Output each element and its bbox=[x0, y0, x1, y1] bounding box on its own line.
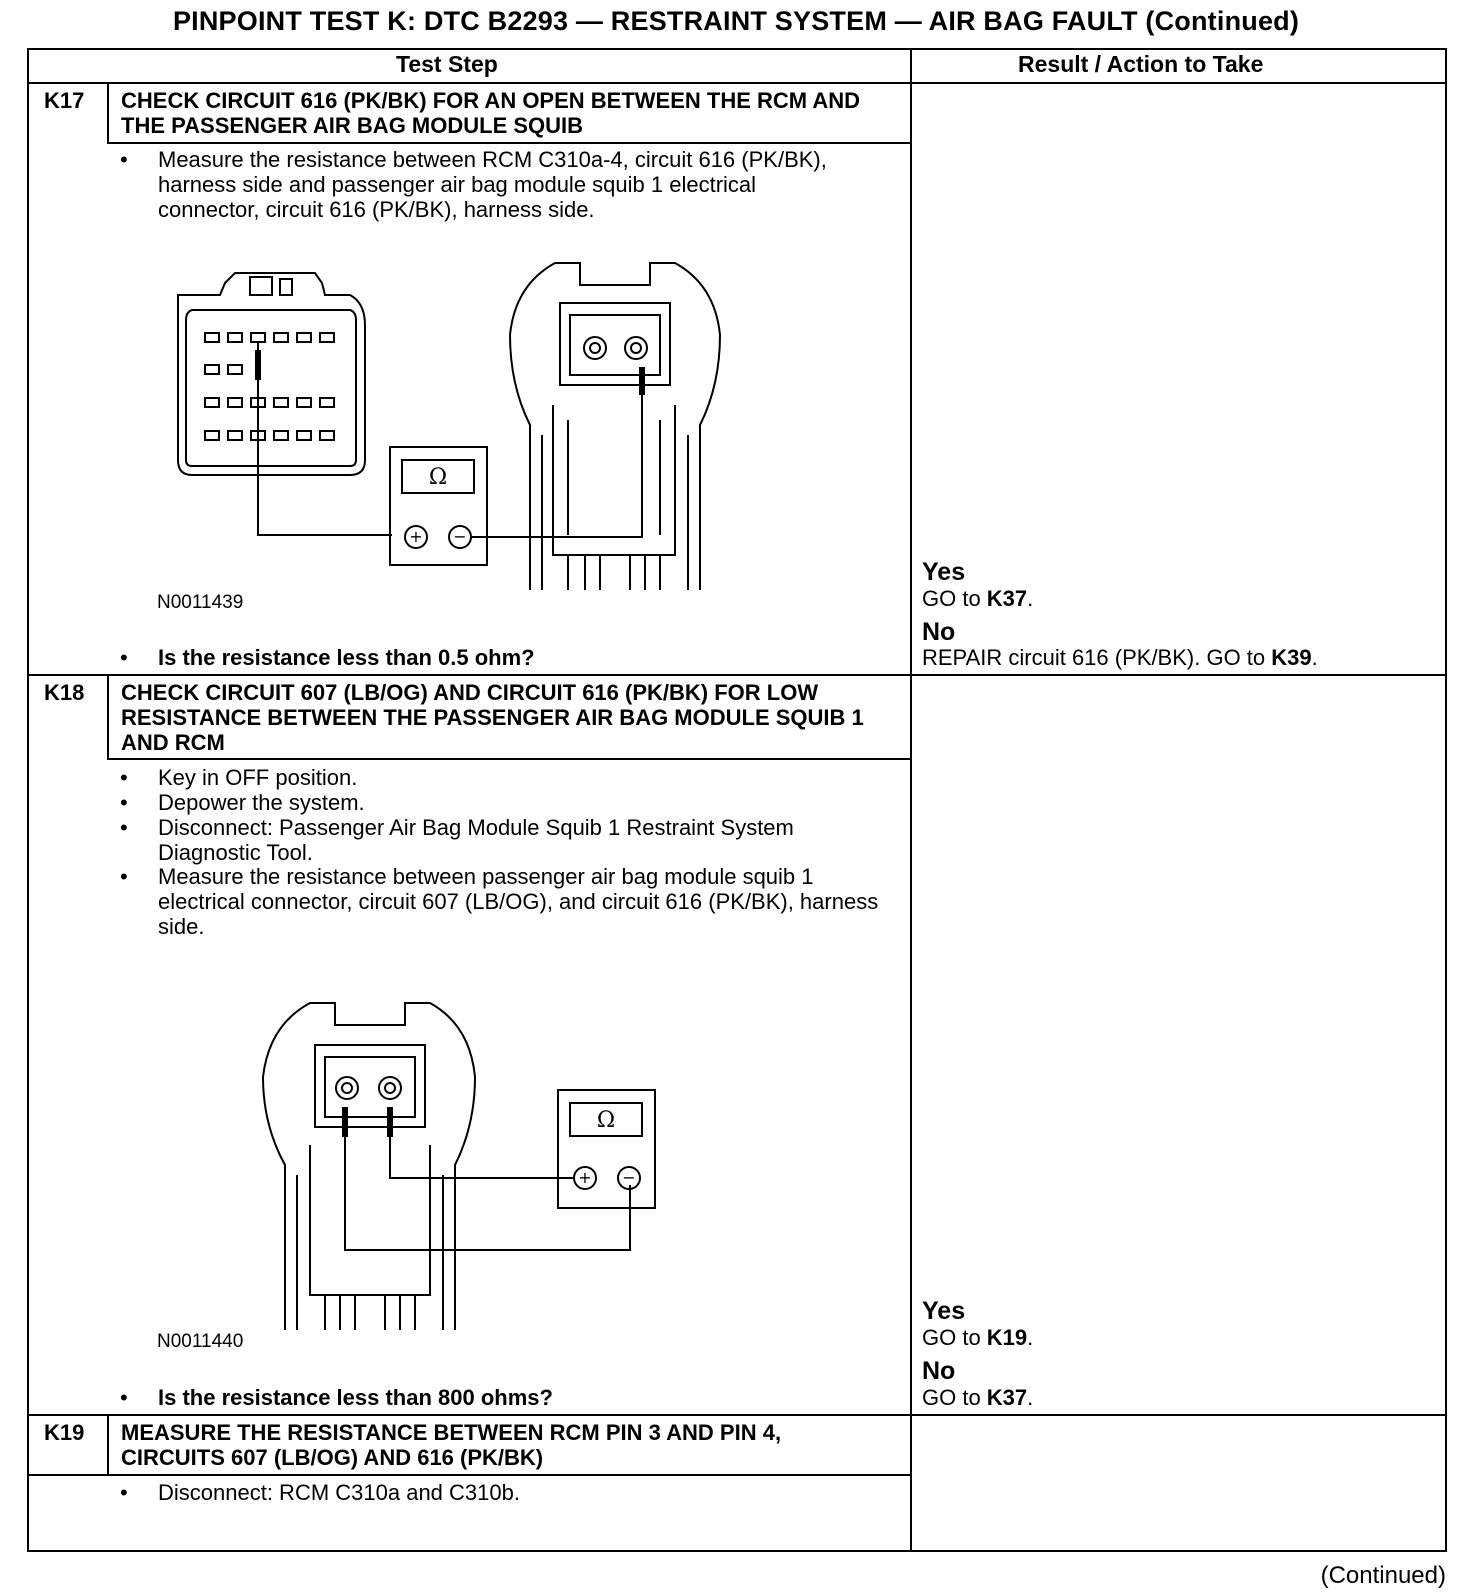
connector-diagram-k18 bbox=[255, 995, 675, 1335]
result-yes-action: GO to K37. bbox=[922, 586, 1034, 611]
step-title-rule bbox=[107, 758, 911, 760]
result-no-label: No bbox=[922, 1357, 956, 1385]
result-no-label: No bbox=[922, 618, 956, 646]
result-no-action: GO to K37. bbox=[922, 1385, 1034, 1410]
column-header-test-step: Test Step bbox=[396, 51, 498, 77]
connector-diagram-k17 bbox=[170, 255, 770, 615]
result-yes-label: Yes bbox=[922, 558, 966, 586]
step-question: Is the resistance less than 0.5 ohm? bbox=[158, 645, 535, 670]
step-id: K18 bbox=[44, 680, 85, 705]
step-instruction: Disconnect: Passenger Air Bag Module Squib 1 Restraint System Diagnostic Tool. bbox=[158, 815, 794, 865]
step-id: K17 bbox=[44, 88, 85, 113]
bullet-dot: • bbox=[120, 790, 128, 815]
continued-note: (Continued) bbox=[1320, 1562, 1446, 1589]
result-yes-action: GO to K19. bbox=[922, 1325, 1034, 1350]
step-title: CHECK CIRCUIT 607 (LB/OG) AND CIRCUIT 616 (PK/BK) FOR LOW RESISTANCE BETWEEN THE PASSENGER AIR BAG MODULE SQUIB 1 AND RCM bbox=[121, 680, 864, 755]
step-title-rule bbox=[27, 1474, 911, 1476]
step-instruction: Measure the resistance between RCM C310a-4, circuit 616 (PK/BK), harness side and passenger air bag module squib 1 electrical connector, circuit 616 (PK/BK), harness side. bbox=[158, 147, 827, 222]
page-title: PINPOINT TEST K: DTC B2293 — RESTRAINT SYSTEM — AIR BAG FAULT (Continued) bbox=[172, 6, 1300, 36]
step-title: CHECK CIRCUIT 616 (PK/BK) FOR AN OPEN BETWEEN THE RCM AND THE PASSENGER AIR BAG MODULE SQUIB bbox=[121, 88, 861, 138]
bullet-dot: • bbox=[120, 765, 128, 790]
step-separator bbox=[27, 1414, 1447, 1416]
step-id-divider bbox=[107, 82, 109, 144]
svg-text:+: + bbox=[578, 1168, 592, 1187]
bullet-dot: • bbox=[120, 645, 128, 670]
step-title-rule bbox=[107, 142, 911, 144]
svg-text:−: − bbox=[622, 1168, 636, 1187]
step-instruction: Key in OFF position. bbox=[158, 765, 358, 790]
bullet-dot: • bbox=[120, 864, 128, 889]
step-instruction: Disconnect: RCM C310a and C310b. bbox=[158, 1480, 520, 1505]
result-no-action: REPAIR circuit 616 (PK/BK). GO to K39. bbox=[922, 645, 1318, 670]
step-title: MEASURE THE RESISTANCE BETWEEN RCM PIN 3 AND PIN 4, CIRCUITS 607 (LB/OG) AND 616 (PK/BK) bbox=[121, 1420, 782, 1470]
step-id-divider bbox=[107, 674, 109, 760]
step-id: K19 bbox=[44, 1420, 85, 1445]
step-question: Is the resistance less than 800 ohms? bbox=[158, 1385, 553, 1410]
figure-id: N0011439 bbox=[157, 592, 244, 613]
figure-id: N0011440 bbox=[157, 1331, 244, 1352]
bullet-dot: • bbox=[120, 1480, 128, 1505]
header-rule bbox=[27, 82, 1447, 84]
svg-text:+: + bbox=[409, 527, 423, 546]
step-id-divider bbox=[107, 1414, 109, 1476]
bullet-dot: • bbox=[120, 815, 128, 840]
step-separator bbox=[27, 674, 1447, 676]
svg-text:−: − bbox=[453, 527, 467, 546]
ohm-symbol: Ω bbox=[428, 465, 448, 490]
bullet-dot: • bbox=[120, 1385, 128, 1410]
column-header-result: Result / Action to Take bbox=[1018, 51, 1264, 77]
ohm-symbol: Ω bbox=[596, 1108, 616, 1133]
result-yes-label: Yes bbox=[922, 1297, 966, 1325]
step-instruction: Measure the resistance between passenger air bag module squib 1 electrical connector, circuit 607 (LB/OG), and circuit 616 (PK/BK), harness side. bbox=[158, 864, 879, 939]
column-divider bbox=[910, 48, 912, 1552]
bullet-dot: • bbox=[120, 147, 128, 172]
step-instruction: Depower the system. bbox=[158, 790, 365, 815]
